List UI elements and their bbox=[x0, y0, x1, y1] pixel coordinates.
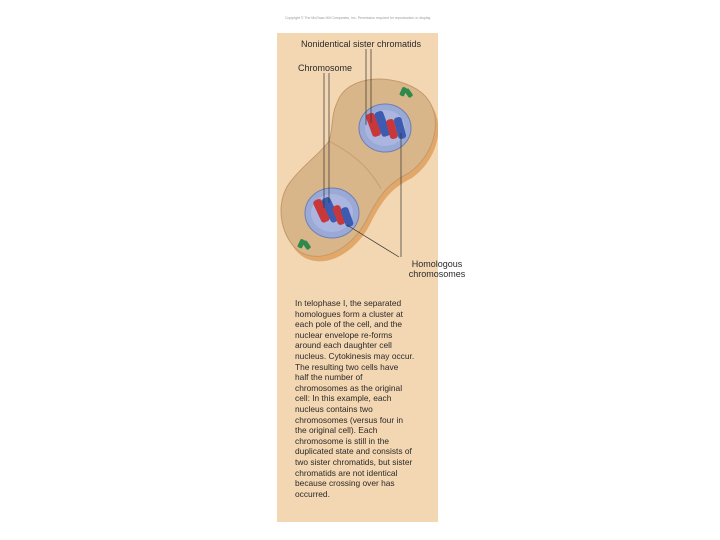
copyright-notice: Copyright © The McGraw-Hill Companies, Inc. Permission required for reproduction or display. bbox=[284, 16, 431, 20]
figure-panel bbox=[277, 33, 466, 522]
cell-body bbox=[281, 79, 435, 256]
label-homologous-chromosomes: Homologous chromosomes bbox=[408, 259, 466, 279]
label-chromosome: Chromosome bbox=[298, 63, 353, 73]
label-nonidentical-sister-chromatids: Nonidentical sister chromatids bbox=[301, 39, 422, 49]
telophase-description: In telophase I, the separated homologues form a cluster at each pole of the cell, and the nuclear envelope re-forms around each daughter cell nucleus. Cytokinesis may occur. The resulting two cells have half the number of chromosomes as the original cell: In this example, each nucleus contains two chromosomes (versus four in the original cell). Each chromosome is still in the duplicated state and consists of two sister chromatids, but sister chromatids are not identical because crossing over has occurred. bbox=[295, 298, 415, 499]
